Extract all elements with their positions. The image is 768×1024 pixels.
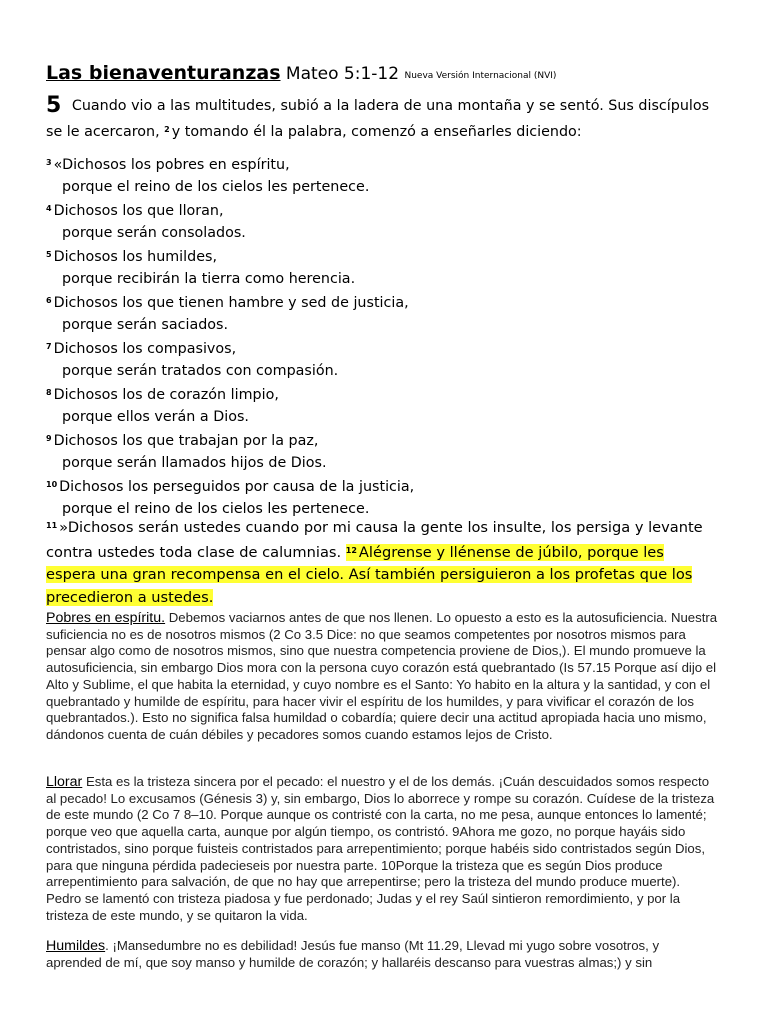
beatitude-8	[46, 382, 746, 428]
verse-number: 12	[345, 545, 357, 555]
verse-number: 4	[46, 204, 52, 213]
verse-number: 3	[46, 158, 52, 167]
beatitude-line: porque serán saciados.	[62, 317, 229, 333]
beatitudes-list	[46, 152, 746, 520]
commentary-term: Pobres en espíritu.	[46, 610, 166, 626]
title-line	[46, 62, 556, 87]
beatitude-line: porque serán llamados hijos de Dios.	[62, 455, 327, 471]
verse-11-12-paragraph	[46, 515, 716, 609]
beatitude-line: porque ellos verán a Dios.	[62, 409, 249, 425]
beatitude-line: Dichosos los que trabajan por la paz,	[53, 433, 319, 449]
beatitude-line: porque serán consolados.	[62, 225, 246, 241]
commentary-pobres	[46, 610, 718, 744]
commentary-text: Debemos vaciarnos antes de que nos llenen. Lo opuesto a esto es la autosuficiencia. Nuestra suficiencia no es de nosotros mismos (2 Co 3.5 Dice: no que seamos competentes por nosotros mismos para pensar algo como de nosotros mismos, sino que nuestra competencia proviene de Dios,). El mundo promueve la autosuficiencia, sin embargo Dios mora con la persona cuyo corazón está quebrantado (Is 57.15 Porque así dijo el Alto y Sublime, el que habita la eternidad, y cuyo nombre es el Santo: Yo habito en la altura y la santidad, y con el quebrantado y humilde de espíritu, para hacer vivir el espíritu de los humildes, y para vivificar el corazón de los quebrantados.). Esto no significa falsa humildad o cobardía; quiere decir una actitud apropiada hacia uno mismo, dándonos cuenta de cuán débiles y pecadores somos cuando estamos lejos de Cristo.	[46, 610, 718, 742]
verse-number: 7	[46, 342, 52, 351]
beatitude-10	[46, 474, 746, 520]
commentary-text: Esta es la tristeza sincera por el pecado: el nuestro y el de los demás. ¡Cuán descuidados somos respecto al pecado! Lo excusamos (Génesis 3) y, sin embargo, Dios lo aborrece y rompe su corazón. Cuídese de la tristeza de este mundo (2 Co 7 8–10. Porque aunque os contristé con la carta, no me pesa, aunque entonces lo lamenté; porque veo que aquella carta, aunque por algún tiempo, os contristó. 9Ahora me gozo, no porque hayáis sido contristados, sino porque fuisteis contristados para arrepentimiento; porque habéis sido contristados según Dios, para que ninguna pérdida padecieseis por nuestra parte. 10Porque la tristeza que es según Dios produce arrepentimiento para salvación, de que no hay que arrepentirse; pero la tristeza del mundo produce muerte). Pedro se lamentó con tristeza piadosa y fue perdonado; Judas y el rey Saúl sintieron remordimiento, y por la tristeza de este mundo, y se quitaron la vida.	[46, 774, 715, 923]
beatitude-5	[46, 244, 746, 290]
beatitude-line: porque el reino de los cielos les pertenece.	[62, 179, 370, 195]
beatitude-6	[46, 290, 746, 336]
commentary-text: . ¡Mansedumbre no es debilidad! Jesús fue manso (Mt 11.29, Llevad mi yugo sobre vosotros, y aprended de mí, que soy manso y humilde de corazón; y hallaréis descanso para vuestras almas;) y sin	[46, 938, 660, 970]
verse-number: 2	[164, 125, 170, 134]
beatitude-line: «Dichosos los pobres en espíritu,	[53, 157, 290, 173]
verse-number: 11	[46, 521, 58, 530]
beatitude-line: porque serán tratados con compasión.	[62, 363, 339, 379]
beatitude-3	[46, 152, 746, 198]
verse-number: 10	[46, 480, 58, 489]
beatitude-9	[46, 428, 746, 474]
verse-number: 9	[46, 434, 52, 443]
beatitude-line: Dichosos los perseguidos por causa de la justicia,	[59, 479, 415, 495]
verse-number: 6	[46, 296, 52, 305]
beatitude-line: Dichosos los humildes,	[53, 249, 217, 265]
verse-number: 5	[46, 250, 52, 259]
beatitude-line: Dichosos los de corazón limpio,	[53, 387, 279, 403]
commentary-term: Llorar	[46, 774, 83, 790]
bible-version: Nueva Versión Internacional (NVI)	[404, 71, 557, 81]
intro-text-1: Cuando vio a las multitudes, subió a la ladera de una montaña y se sentó. Sus discípulos se le acercaron,	[46, 98, 710, 140]
scripture-reference: Mateo 5:1-12	[285, 64, 400, 84]
beatitude-line: porque el reino de los cielos les pertenece.	[62, 501, 370, 517]
title-heading: Las bienaventuranzas	[46, 62, 281, 84]
intro-paragraph	[46, 94, 726, 144]
beatitude-4	[46, 198, 746, 244]
commentary-llorar	[46, 774, 718, 924]
beatitude-line: Dichosos los que lloran,	[53, 203, 224, 219]
commentary-humildes	[46, 938, 718, 971]
chapter-number: 5	[46, 93, 62, 118]
verse-11-text: »Dichosos serán ustedes cuando por mi causa la gente los insulte, los persiga y levante contra ustedes toda clase de calumnias.	[46, 519, 703, 561]
beatitude-line: porque recibirán la tierra como herencia.	[62, 271, 356, 287]
verse-12-text: Alégrense y llénense de júbilo, porque les espera una gran recompensa en el cielo. Así también persiguieron a los profetas que los precedieron a ustedes.	[46, 543, 693, 606]
verse-number: 8	[46, 388, 52, 397]
beatitude-7	[46, 336, 746, 382]
commentary-term: Humildes	[46, 938, 106, 954]
beatitude-line: Dichosos los compasivos,	[53, 341, 237, 357]
beatitude-line: Dichosos los que tienen hambre y sed de justicia,	[53, 295, 409, 311]
intro-text-2: y tomando él la palabra, comenzó a enseñarles diciendo:	[171, 124, 582, 140]
